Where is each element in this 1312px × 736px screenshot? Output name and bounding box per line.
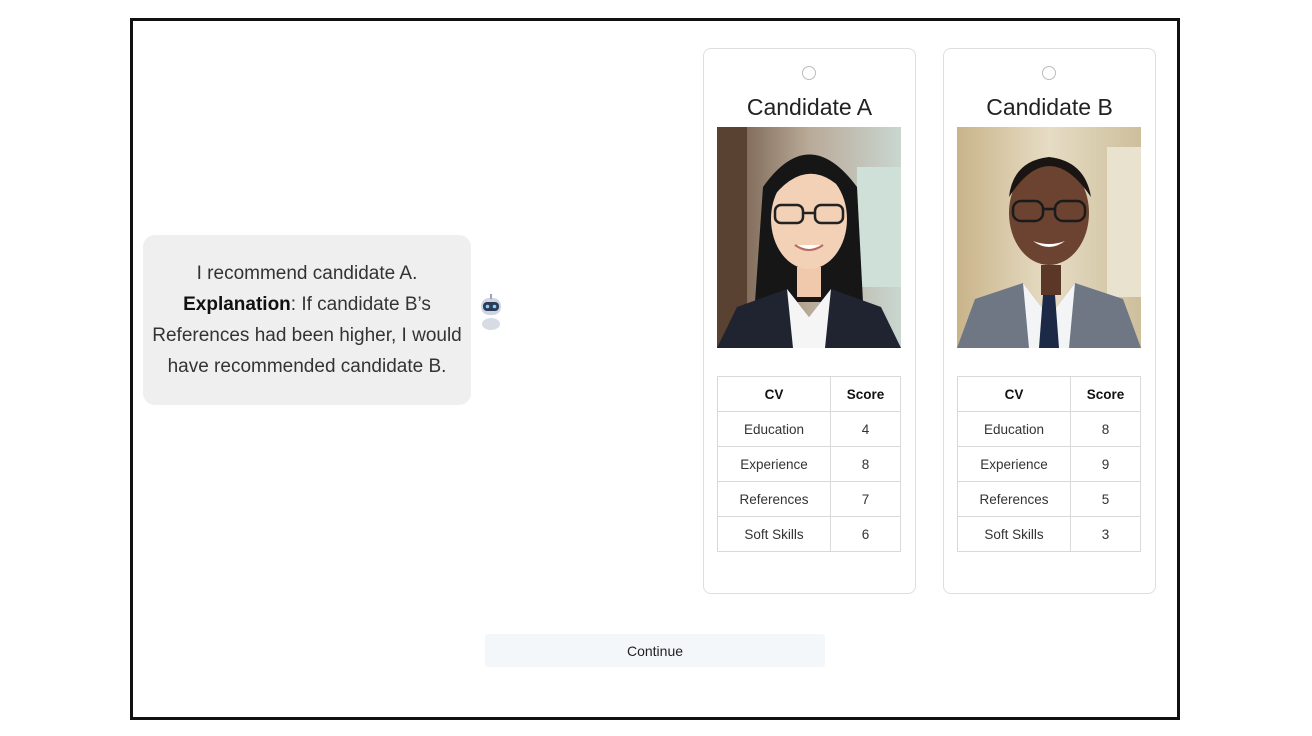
candidate-card-a[interactable] xyxy=(703,48,916,594)
criterion-label: Education xyxy=(958,412,1071,447)
criterion-score: 5 xyxy=(1071,482,1141,517)
criterion-score: 4 xyxy=(831,412,901,447)
table-row xyxy=(718,412,901,447)
cv-header: CV xyxy=(958,377,1071,412)
criterion-score: 3 xyxy=(1071,517,1141,552)
robot-icon xyxy=(475,293,507,331)
criterion-label: Soft Skills xyxy=(958,517,1071,552)
score-header: Score xyxy=(831,377,901,412)
criterion-label: References xyxy=(958,482,1071,517)
candidate-card-b[interactable] xyxy=(943,48,1156,594)
criterion-score: 8 xyxy=(831,447,901,482)
table-row xyxy=(958,482,1141,517)
select-candidate-b-radio[interactable] xyxy=(1042,66,1056,80)
explanation-label: Explanation xyxy=(183,294,291,315)
criterion-score: 9 xyxy=(1071,447,1141,482)
criterion-label: Experience xyxy=(718,447,831,482)
cv-header: CV xyxy=(718,377,831,412)
criterion-label: Soft Skills xyxy=(718,517,831,552)
candidate-a-cv-table xyxy=(717,376,901,552)
score-header: Score xyxy=(1071,377,1141,412)
continue-button[interactable]: Continue xyxy=(485,634,825,667)
criterion-score: 7 xyxy=(831,482,901,517)
recommendation-text xyxy=(143,258,471,382)
table-row xyxy=(958,447,1141,482)
table-row xyxy=(718,482,901,517)
criterion-score: 8 xyxy=(1071,412,1141,447)
table-row xyxy=(718,447,901,482)
recommendation-bubble xyxy=(143,235,471,405)
criterion-label: Education xyxy=(718,412,831,447)
table-row xyxy=(958,412,1141,447)
candidate-b-cv-table xyxy=(957,376,1141,552)
criterion-label: References xyxy=(718,482,831,517)
recommendation-line: I recommend candidate A. xyxy=(196,263,418,284)
select-candidate-a-radio[interactable] xyxy=(802,66,816,80)
candidate-title: Candidate B xyxy=(986,94,1113,120)
candidate-a-photo xyxy=(717,127,901,348)
experiment-frame xyxy=(130,18,1180,720)
criterion-label: Experience xyxy=(958,447,1071,482)
candidate-b-photo xyxy=(957,127,1141,348)
table-row xyxy=(958,517,1141,552)
criterion-score: 6 xyxy=(831,517,901,552)
candidate-title: Candidate A xyxy=(746,94,873,120)
explanation-text: : If candidate B’s References had been higher, I would have recommended candidate B. xyxy=(152,294,462,377)
table-row xyxy=(718,517,901,552)
